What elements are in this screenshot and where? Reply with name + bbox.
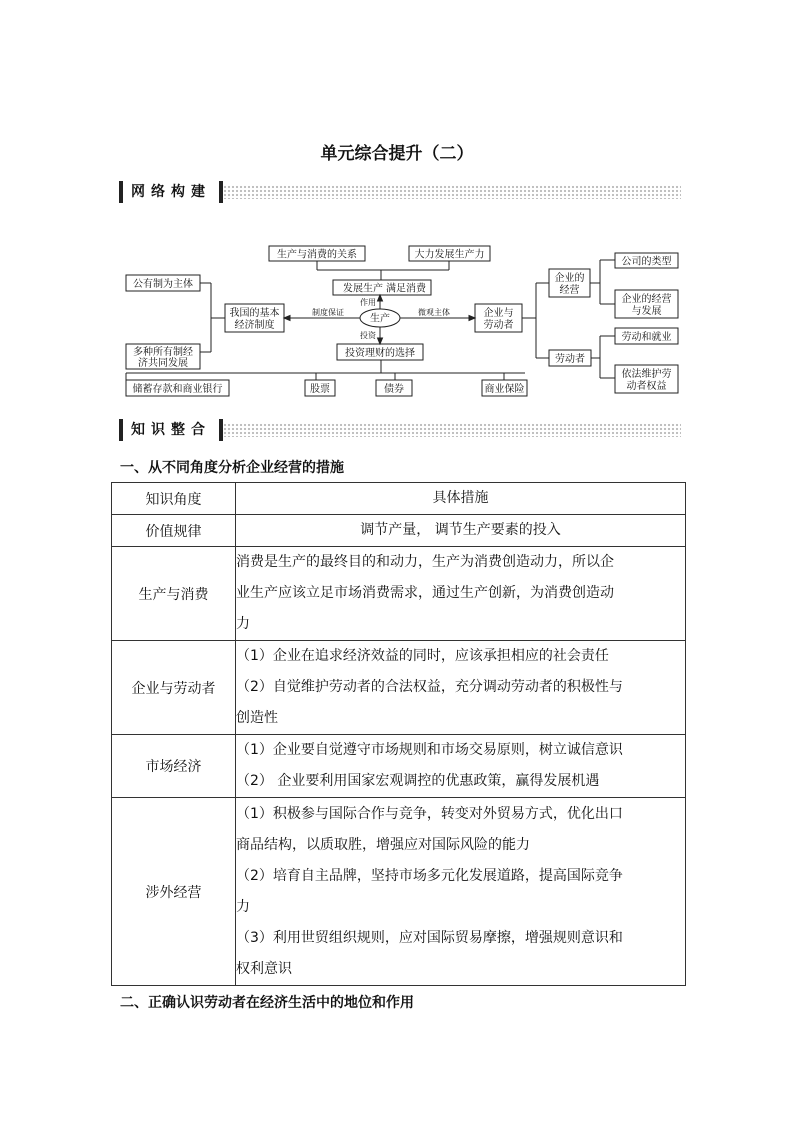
table-header-row	[112, 483, 686, 515]
section-heading-2: 二、正确认识劳动者在经济生活中的地位和作用	[120, 995, 414, 1011]
label-system-guarantee: 制度保证	[312, 308, 344, 317]
label-effect: 作用	[360, 298, 376, 307]
measure-line: 消费是生产的最终目的和动力，生产为消费创造动力，所以企	[236, 554, 614, 570]
node-laborer: 劳动者	[555, 354, 585, 365]
node-basic-system-line2: 经济制度	[234, 320, 275, 331]
node-investment-choice: 投资理财的选择	[345, 348, 415, 359]
node-develop-productivity: 大力发展生产力	[414, 249, 485, 261]
node-bonds: 债券	[384, 384, 404, 395]
node-enterprise-labor-line2: 劳动者	[483, 320, 514, 331]
measure-line: 权利意识	[236, 960, 292, 977]
measure-line: （3）利用世贸组织规则，应对国际贸易摩擦，增强规则意识和	[236, 929, 623, 946]
table-row	[112, 547, 686, 641]
row-measure	[236, 515, 686, 547]
table-row	[112, 641, 686, 735]
measure-line: 商品结构，以质取胜，增强应对国际风险的能力	[236, 836, 530, 853]
table-row	[112, 515, 686, 547]
node-stocks: 股票	[310, 384, 330, 395]
row-aspect: 价值规律	[112, 515, 236, 547]
header-measure: 具体措施	[236, 483, 686, 515]
measure-line: （1）企业要自觉遵守市场规则和市场交易原则，树立诚信意识	[236, 742, 623, 758]
table-row	[112, 735, 686, 798]
measure-line: （2） 企业要利用国家宏观调控的优惠政策，赢得发展机遇	[236, 773, 600, 789]
section-label-network: 网络构建	[119, 181, 223, 203]
measure-line: （1）企业在追求经济效益的同时，应该承担相应的社会责任	[236, 648, 609, 664]
node-company-types: 公司的类型	[621, 256, 672, 268]
row-measure	[236, 547, 686, 641]
page-title: 单元综合提升（二）	[320, 144, 474, 164]
label-invest: 投资	[360, 331, 376, 340]
table-row	[112, 798, 686, 986]
row-aspect: 市场经济	[112, 735, 236, 798]
node-rights-line2: 动者权益	[626, 381, 667, 392]
node-multi-ownership-line1: 多种所有制经	[133, 347, 193, 358]
section-banner-knowledge	[119, 419, 681, 441]
measure-line: 力	[236, 898, 250, 915]
row-aspect: 生产与消费	[112, 547, 236, 641]
node-basic-system-line1: 我国的基本	[229, 308, 280, 319]
node-enterprise-operation-line1: 企业的	[554, 273, 585, 284]
node-enterprise-development-line1: 企业的经营	[621, 294, 672, 305]
measure-line: （2）自觉维护劳动者的合法权益，充分调动劳动者的积极性与	[236, 679, 623, 695]
banner-dots	[215, 423, 681, 437]
node-multi-ownership-line2: 济共同发展	[138, 358, 188, 369]
header-aspect: 知识角度	[112, 483, 236, 515]
node-commercial-insurance: 商业保险	[484, 384, 525, 395]
label-micro-subject: 微观主体	[418, 308, 450, 317]
measure-line: （2）培育自主品牌，坚持市场多元化发展道路，提高国际竞争	[236, 867, 623, 884]
node-enterprise-labor-line1: 企业与	[483, 308, 514, 319]
node-enterprise-development-line2: 与发展	[631, 306, 662, 317]
node-production: 生产	[370, 313, 390, 325]
row-measure	[236, 641, 686, 735]
measures-table	[111, 482, 686, 986]
measure-line: 业生产应该立足市场消费需求，通过生产创新，为消费创造动	[236, 585, 614, 601]
node-savings-bank: 储蓄存款和商业银行	[132, 384, 223, 395]
measure-line: （1）积极参与国际合作与竞争，转变对外贸易方式，优化出口	[236, 805, 623, 822]
node-satisfy-consumption: 满足消费	[386, 283, 426, 295]
row-measure	[236, 735, 686, 798]
node-enterprise-operation-line2: 经营	[559, 285, 580, 296]
section-heading-1: 一、从不同角度分析企业经营的措施	[120, 460, 344, 476]
node-labor-employment: 劳动和就业	[621, 332, 672, 343]
knowledge-network-diagram	[0, 0, 794, 420]
row-aspect: 企业与劳动者	[112, 641, 236, 735]
measure-line: 调节产量， 调节生产要素的投入	[360, 522, 561, 538]
measure-line: 创造性	[236, 710, 278, 726]
node-develop-production: 发展生产	[343, 283, 383, 295]
node-public-ownership: 公有制为主体	[133, 279, 193, 290]
row-measure	[236, 798, 686, 986]
row-aspect: 涉外经营	[112, 798, 236, 986]
node-production-consumption-relation: 生产与消费的关系	[277, 249, 357, 261]
node-rights-line1: 依法维护劳	[621, 369, 672, 380]
measure-line: 力	[236, 616, 250, 632]
section-label-knowledge: 知识整合	[119, 419, 223, 441]
